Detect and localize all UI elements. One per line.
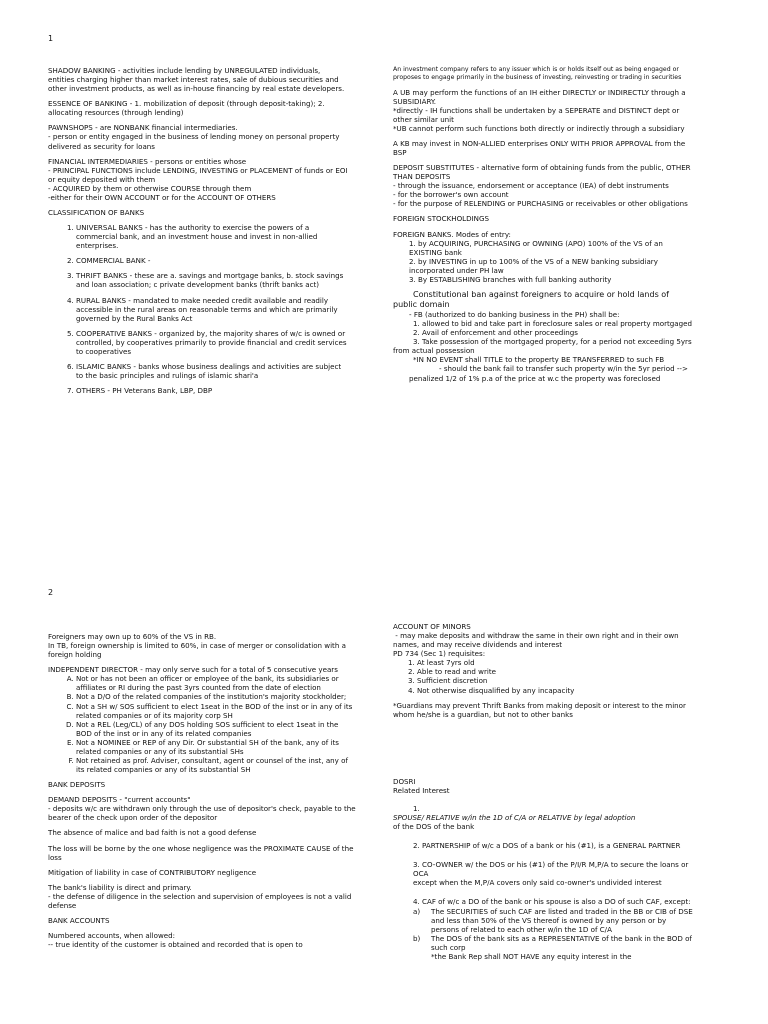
requisites-list: [393, 658, 693, 694]
dosri-heading: DOSRI: [393, 776, 416, 786]
fi-line: - PRINCIPAL FUNCTIONS include LENDING, INVESTING or PLACEMENT of funds or EOI or equity deposited with them: [48, 165, 348, 184]
financial-intermediaries-section: [48, 157, 348, 202]
fb-mode-line: 1. by ACQUIRING, PURCHASING or OWNING (APO) 100% of the VS of an EXISTING bank: [409, 238, 663, 257]
loss-paragraph: The loss will be borne by the one whose negligence was the PROXIMATE CAUSE of the loss: [48, 843, 354, 862]
demand-deposits-section: [48, 795, 356, 822]
demand-line: - deposits w/c are withdrawn only through the use of depositor's check, payable to the bearer of the check upon order of the depositor: [48, 804, 356, 823]
list-item: 4. Not otherwise disqualified by any incapacity: [417, 686, 693, 695]
list-item: D. Not a REL (Leg/CL) of any DOS holding SOS sufficient to elect 1seat in the BOD of the inst or in any of its related companies: [76, 720, 356, 738]
mitigation-paragraph: Mitigation of liability in case of CONTRIBUTORY negligence: [48, 867, 257, 877]
minors-text: - may make deposits and withdraw the same in their own right and in their own names, and may receive dividends and interest: [393, 631, 681, 650]
demand-line: DEMAND DEPOSITS - "current accounts": [48, 795, 191, 805]
ds-line: - through the issuance, endorsement or acceptance (IEA) of debt instruments: [393, 181, 669, 191]
list-item: 5. COOPERATIVE BANKS - organized by, the majority shares of w/c is owned or controlled, by cooperatives primarily to provide financial and credit services to cooperatives: [76, 329, 348, 356]
bank-accounts-heading: BANK ACCOUNTS: [48, 916, 110, 926]
list-item: 1. At least 7yrs old: [417, 658, 693, 667]
related-item-caf: 4. CAF of w/c a DO of the bank or his spouse is also a DO of such CAF, except:: [413, 897, 691, 907]
fb-mode-line: 3. By ESTABLISHING branches with full banking authority: [409, 274, 612, 284]
numbered-accounts-section: [48, 931, 356, 949]
dosri-section: [393, 777, 693, 961]
fb-rule-line: *IN NO EVENT shall TITLE to the property BE TRANSFERRED to such FB: [413, 355, 665, 365]
page-number: 2: [48, 588, 54, 597]
essence-of-banking-paragraph: ESSENCE OF BANKING - 1. mobilization of deposit (through deposit-taking); 2. allocating resources (through lending): [48, 99, 325, 118]
related-item-spouse-rest: of the DOS of the bank: [393, 822, 475, 832]
ub-line: *directly - IH functions shall be undertaken by a SEPERATE and DISTINCT dept or other similar unit: [393, 105, 680, 124]
bank-deposits-heading: BANK DEPOSITS: [48, 780, 106, 790]
related-item-partnership: 2. PARTNERSHIP of w/c a DOS of a bank or his (#1), is a GENERAL PARTNER: [413, 841, 681, 851]
foreigners-section: [48, 632, 356, 659]
foreigners-line: Foreigners may own up to 60% of the VS in RB.: [48, 632, 217, 641]
deposit-substitutes-section: [393, 163, 693, 208]
malice-paragraph: The absence of malice and bad faith is not a good defense: [48, 828, 257, 838]
fi-line: FINANCIAL INTERMEDIARIES - persons or entities whose: [48, 156, 247, 166]
ds-line: - for the purpose of RELENDING or PURCHASING or receivables or other obligations: [393, 199, 688, 209]
pawnshops-line: - person or entity engaged in the business of lending money on personal property delivered as security for loans: [48, 132, 340, 151]
kb-paragraph: A KB may invest in NON-ALLIED enterprises ONLY WITH PRIOR APPROVAL from the BSP: [393, 138, 686, 157]
liability-line: The bank's liability is direct and primary.: [48, 882, 192, 892]
caf-exception-a-label: a): [413, 906, 421, 916]
related-item-co-owner-exception: except when the M,P/A covers only said co-owner's undivided interest: [413, 878, 662, 888]
ds-line: DEPOSIT SUBSTITUTES - alternative form of obtaining funds from the public, OTHER THAN DEPOSITS: [393, 163, 691, 182]
bank-classification-list: [48, 223, 348, 395]
numbered-line: -- true identity of the customer is obtained and recorded that is open to: [48, 940, 303, 950]
foreign-stockholdings-heading: FOREIGN STOCKHOLDINGS: [393, 214, 489, 224]
bank-rep-note: *the Bank Rep shall NOT HAVE any equity interest in the: [431, 951, 632, 961]
independent-director-list: [48, 674, 356, 774]
page2-left-column: [48, 632, 356, 949]
list-item: E. Not a NOMINEE or REP of any Dir. Or substantial SH of the bank, any of its related companies or any of its substantial SHs: [76, 738, 356, 756]
caf-exception-a: [393, 907, 693, 934]
ub-line: *UB cannot perform such functions both directly or indirectly through a subsidiary: [393, 123, 685, 133]
list-item: B. Not a D/O of the related companies of the institution's majority stockholder;: [76, 692, 356, 701]
page1-right-column: [393, 66, 719, 383]
fi-line: -either for their OWN ACCOUNT or for the ACCOUNT OF OTHERS: [48, 192, 276, 202]
guardians-paragraph: *Guardians may prevent Thrift Banks from making deposit or interest to the minor whom he/she is a guardian, but not to other banks: [393, 700, 686, 719]
related-item-co-owner: 3. CO-OWNER w/ the DOS or his (#1) of the P/I/R M,P/A to secure the loans or OCA: [413, 860, 689, 879]
ds-line: - for the borrower's own account: [393, 190, 509, 200]
pawnshops-line: PAWNSHOPS - are NONBANK financial intermediaries.: [48, 123, 238, 133]
foreigners-line: In TB, foreign ownership is limited to 60%, in case of merger or consolidation with a foreign holding: [48, 641, 346, 660]
list-item: 4. RURAL BANKS - mandated to make needed credit available and readily accessible in the rural areas on reasonable terms and which are primarily governed by the Rural Banks Act: [76, 296, 348, 323]
fb-rule-line: 1. allowed to bid and take part in foreclosure sales or real property mortgaged: [413, 319, 692, 329]
independent-director-heading: INDEPENDENT DIRECTOR - may only serve such for a total of 5 consecutive years: [48, 665, 338, 675]
numbered-line: Numbered accounts, when allowed:: [48, 931, 176, 941]
fi-line: - ACQUIRED by them or otherwise COURSE through them: [48, 183, 252, 193]
related-interest-heading: Related Interest: [393, 785, 450, 795]
pd-734-line: PD 734 (Sec 1) requisites:: [393, 649, 486, 659]
page1-left-column: [48, 66, 348, 401]
fb-rules-section: [393, 309, 719, 383]
list-item: 1. UNIVERSAL BANKS - has the authority to exercise the powers of a commercial bank, and an investment house and invest in non-allied enterprises.: [76, 223, 348, 250]
list-item: A. Not or has not been an officer or employee of the bank, its subsidiaries or affiliates or RI during the past 3yrs counted from the date of election: [76, 674, 356, 692]
liability-line: - the defense of diligence in the selection and supervision of employees is not a valid defense: [48, 891, 352, 910]
list-item: 6. ISLAMIC BANKS - banks whose business dealings and activities are subject to the basic principles and rulings of islamic shari'a: [76, 362, 348, 380]
fb-rule-line: - should the bank fail to transfer such property w/in the 5yr period --> penalized 1/2 of 1% p.a of the price at w.c the property was foreclosed: [409, 364, 706, 383]
caf-exception-b-text: The DOS of the bank sits as a REPRESENTATIVE of the bank in the BOD of such corp: [431, 933, 692, 952]
foreign-banks-heading: FOREIGN BANKS. Modes of entry:: [393, 229, 511, 239]
fb-mode-line: 2. by INVESTING in up to 100% of the VS of a NEW banking subsidiary incorporated under PH law: [409, 256, 658, 275]
list-item: 3. Sufficient discretion: [417, 676, 693, 685]
shadow-banking-paragraph: SHADOW BANKING - activities include lending by UNREGULATED individuals, entities charging higher than market interest rates, sale of dubious securities and other investment products, as well as in-house financing by real estate developers.: [48, 66, 345, 94]
fb-rule-line: 3. Take possession of the mortgaged property, for a period not exceeding 5yrs from actual possession: [393, 337, 719, 356]
constitutional-ban-paragraph: Constitutional ban against foreigners to acquire or hold lands of public domain: [393, 289, 669, 309]
caf-exception-b: [393, 934, 693, 952]
ub-line: A UB may perform the functions of an IH either DIRECTLY or INDIRECTLY through a SUBSIDIARY.: [393, 87, 686, 106]
minors-heading: ACCOUNT OF MINORS: [393, 622, 471, 631]
list-item: 2. Able to read and write: [417, 667, 693, 676]
pawnshops-section: [48, 123, 348, 150]
related-item-spouse: SPOUSE/ RELATIVE w/in the 1D of C/A or RELATIVE by legal adoption: [393, 813, 636, 823]
caf-exception-b-label: b): [413, 933, 421, 943]
list-item: 2. COMMERCIAL BANK -: [76, 256, 348, 265]
list-item: F. Not retained as prof. Adviser, consultant, agent or counsel of the inst, any of its related companies or any of its substantial SH: [76, 756, 356, 774]
caf-exception-a-text: The SECURITIES of such CAF are listed and traded in the BB or CIB of DSE and less than 50% of the VS thereof is owned by any person or by persons of related to each other w/in the 1D of C/A: [431, 906, 693, 934]
classification-heading: CLASSIFICATION OF BANKS: [48, 208, 145, 218]
fb-rule-line: 2. Avail of enforcement and other proceedings: [413, 328, 578, 338]
minors-section: [393, 622, 693, 695]
foreign-banks-section: [393, 230, 693, 284]
investment-company-paragraph: An investment company refers to any issuer which is or holds itself out as being engaged or proposes to engage primarily in the business of investing, reinvesting or trading in securities: [393, 66, 682, 81]
fb-rule-line: - FB (authorized to do banking business in the PH) shall be:: [409, 309, 620, 319]
list-item: 3. THRIFT BANKS - these are a. savings and mortgage banks, b. stock savings and loan association; c private development banks (thrift banks act): [76, 271, 348, 289]
page-number: 1: [48, 34, 54, 43]
list-item: C. Not a SH w/ SOS sufficient to elect 1seat in the BOD of the inst or in any of its related companies or of its majority corp SH: [76, 702, 356, 720]
related-item-number: 1.: [413, 803, 420, 813]
list-item: 7. OTHERS - PH Veterans Bank, LBP, DBP: [76, 386, 348, 395]
page2-right-column: [393, 622, 693, 961]
liability-section: [48, 883, 356, 910]
ub-section: [393, 88, 693, 133]
